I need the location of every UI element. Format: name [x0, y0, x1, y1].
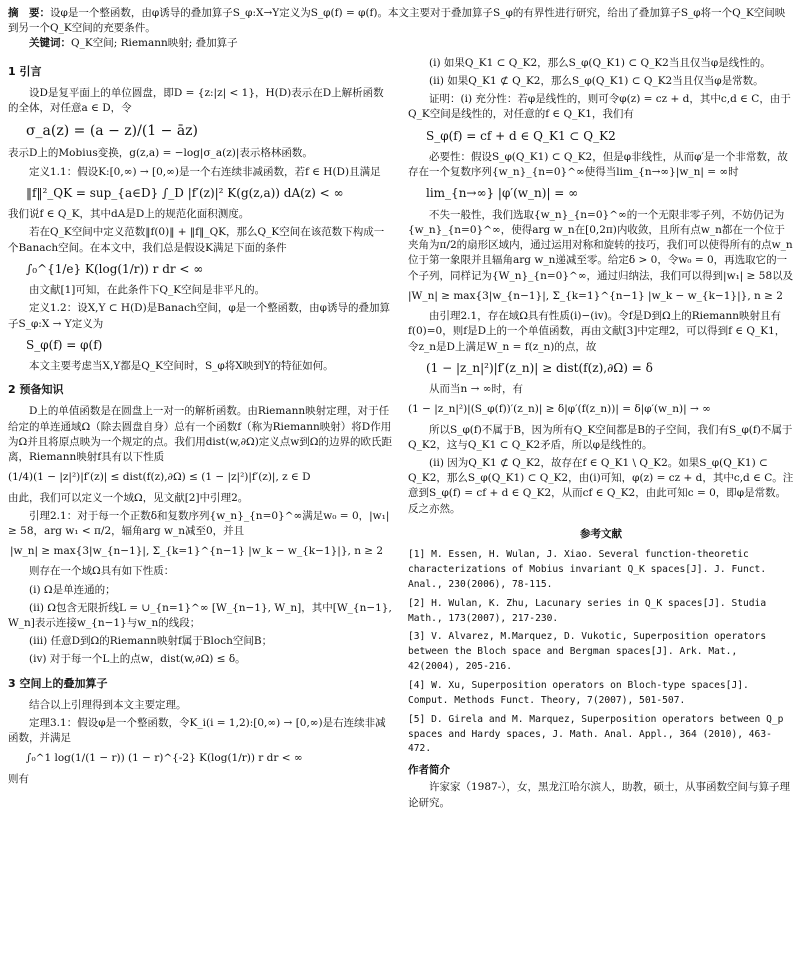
paragraph: 则存在一个域Ω具有如下性质： — [29, 565, 175, 578]
proof-paragraph: 由引理2.1，存在域Ω具有性质(i)−(iv)。令f是D到Ω上的Riemann映射且有f(0)=0，则f是D上的一个单值函数，再由文献[3]中定理2，可以得到f ∈ Q_K1，令z_n是D上满足W_n = f(z_n)的点，故 — [408, 310, 786, 353]
theorem-case: (ii) 如果Q_K1 ⊄ Q_K2，那么S_φ(Q_K1) ⊂ Q_K2当且仅当φ是常数。 — [429, 74, 764, 87]
author-bio-title: 作者简介 — [408, 764, 450, 777]
abstract-block — [8, 6, 794, 52]
reference-item: [4] W. Xu, Superposition operators on Bloch-type spaces[J]. Comput. Methods Funct. Theory, 7(2007), 501-507. — [408, 679, 749, 706]
equation: |W_n| ≥ max{3|w_{n−1}|, Σ_{k=1}^{n−1} |w_k − w_{k−1}|}, n ≥ 2 — [408, 289, 783, 302]
paragraph: D上的单值函数是在圆盘上一对一的解析函数。由Riemann映射定理，对于任给定的单连通域Ω（除去圆盘自身）总有一个函数f（称为Riemann映射）将D作用为Ω并且将原点映为一个规定的点。我们用dist(w,∂Ω)定义点w到Ω的边界的欧氏距离，Riemann映射f具有以下性质 — [8, 405, 392, 464]
equation: (1/4)(1 − |z|²)|f′(z)| ≤ dist(f(z),∂Ω) ≤ (1 − |z|²)|f′(z)|, z ∈ D — [8, 471, 311, 484]
reference-item: [3] V. Alvarez, M.Marquez, D. Vukotic, Superposition operators between the Bloch space and Bergman spaces[J]. Ark. Mat., 42(2004), 205-216. — [408, 631, 767, 673]
keywords-text: Q_K空间; Riemann映射; 叠加算子 — [71, 37, 238, 50]
section-2-title: 2 预备知识 — [8, 383, 64, 397]
right-column — [408, 56, 794, 814]
paragraph: 本文主要考虑当X,Y都是Q_K空间时，S_φ将X映到Y的特征如何。 — [29, 360, 334, 373]
proof-paragraph: 必要性：假设S_φ(Q_K1) ⊂ Q_K2，但是φ非线性，从而φ′是一个非常数，故存在一个复数序列{w_n}_{n=0}^∞使得当lim_{n→∞}|w_n| = ∞时 — [408, 150, 788, 179]
property-item: (iii) 任意D到Ω的Riemann映射f属于Bloch空间B； — [29, 635, 273, 648]
equation: ∫₀^{1/e} K(log(1/r)) r dr < ∞ — [26, 261, 204, 276]
paragraph: 由此，我们可以定义一个域Ω，见文献[2]中引理2。 — [8, 491, 249, 504]
proof-paragraph: 从而当n → ∞时，有 — [429, 383, 523, 396]
proof-paragraph: 所以S_φ(f)不属于B，因为所有Q_K空间都是B的子空间，我们有S_φ(f)不属于Q_K2，这与Q_K1 ⊂ Q_K2矛盾，所以φ是线性的。 — [408, 423, 793, 451]
paragraph: 表示D上的Mobius变换，g(z,a) = −log|σ_a(z)|表示格林函数。 — [8, 147, 313, 160]
proof-paragraph: 不失一般性，我们选取{w_n}_{n=0}^∞的一个无限非零子列，不妨仍记为{w_n}_{n=0}^∞，使得arg w_n在[0,2π)内收敛，且所有点w_n都在一个位于夹角为π/2的扇形区域内，通过运用对称和旋转的技巧，我们可以使得所有的点w_n位于第一象限并且辐角arg w_n递减至零。给定δ > 0，令w₀ = 0，再选取它的一个子列，同样记为{W_n}_{n=0}^∞，通过归纳法，我们可以得到|w₁| ≥ 58以及 — [408, 208, 794, 282]
property-item: (i) Ω是单连通的； — [29, 583, 116, 596]
equation: S_φ(f) = φ(f) — [26, 337, 103, 352]
equation: (1 − |z_n|²)|f′(z_n)| ≥ dist(f(z),∂Ω) = δ — [426, 360, 653, 375]
equation: (1 − |z_n|²)|(S_φ(f))′(z_n)| ≥ δ|φ′(f(z_n))| = δ|φ′(w_n)| → ∞ — [408, 403, 711, 416]
equation: S_φ(f) = cf + d ∈ Q_K1 ⊂ Q_K2 — [426, 128, 616, 143]
abstract-text: 设φ是一个整函数，由φ诱导的叠加算子S_φ:X→Y定义为S_φ(f) = φ(f)。本文主要对于叠加算子S_φ的有界性进行研究，给出了叠加算子S_φ将一个Q_K空间映到另一个Q_K空间的充要条件。 — [8, 7, 786, 35]
paragraph: 我们说f ∈ Q_K，其中dA是D上的规范化面积测度。 — [8, 208, 250, 221]
paragraph: 若在Q_K空间中定义范数‖f(0)‖ + ‖f‖_QK，那么Q_K空间在该范数下构成一个Banach空间。在本文中，我们总是假设K满足下面的条件 — [8, 226, 385, 254]
definition-1-1: 定义1.1：假设K:[0,∞) → [0,∞)是一个右连续非减函数，若f ∈ H(D)且满足 — [29, 165, 381, 178]
lemma-2-1: 引理2.1：对于每一个正数δ和复数序列{w_n}_{n=0}^∞满足w₀ = 0，|w₁| ≥ 58，arg w₁ < π/2，辐角arg w_n减至0，并且 — [8, 509, 390, 537]
abstract-label: 摘 要： — [8, 7, 50, 19]
equation: σ_a(z) = (a − z)/(1 − āz) — [26, 123, 199, 140]
two-column-body — [8, 56, 794, 814]
abstract — [8, 6, 794, 36]
reference-item: [5] D. Girela and M. Marquez, Superposition operators between Q_p spaces and Hardy spaces, J. Math. Anal. Appl., 364 (2010), 463-472. — [408, 713, 784, 755]
equation: lim_{n→∞} |φ′(w_n)| = ∞ — [426, 186, 579, 201]
references-title: 参考文献 — [580, 527, 622, 540]
reference-item: [1] M. Essen, H. Wulan, J. Xiao. Several function-theoretic characterizations of Mobius invariant Q_K spaces[J]. J. Funct. Anal., 230(2006), 78-115. — [408, 549, 767, 590]
equation: ‖f‖²_QK = sup_{a∈D} ∫_D |f′(z)|² K(g(z,a)) dA(z) < ∞ — [26, 185, 344, 200]
keywords-label: 关键词： — [29, 37, 71, 50]
theorem-3-1: 定理3.1：假设φ是一个整函数，令K_i(i = 1,2):[0,∞) → [0,∞)是右连续非减函数，并满足 — [8, 716, 386, 745]
property-item: (ii) Ω包含无限折线L = ∪_{n=1}^∞ [W_{n−1}, W_n]，其中[W_{n−1}, W_n]表示连接w_{n−1}与w_n的线段； — [8, 601, 392, 630]
paragraph: 结合以上引理得到本文主要定理。 — [29, 698, 187, 711]
equation: ∫₀^1 log(1/(1 − r)) (1 − r)^{-2} K(log(1/r)) r dr < ∞ — [26, 752, 303, 765]
definition-1-2: 定义1.2：设X,Y ⊂ H(D)是Banach空间，φ是一个整函数，由φ诱导的叠加算子S_φ:X → Y定义为 — [8, 302, 391, 330]
keywords — [8, 36, 794, 51]
proof-paragraph: 证明：(i) 充分性：若φ是线性的，则可令φ(z) = cz + d，其中c,d ∈ C，由于Q_K空间是线性的，对任意的f ∈ Q_K1，我们有 — [408, 93, 791, 121]
theorem-case: (i) 如果Q_K1 ⊂ Q_K2，那么S_φ(Q_K1) ⊂ Q_K2当且仅当φ是线性的。 — [429, 56, 771, 69]
paragraph: 设D是复平面上的单位圆盘，即D = {z:|z| < 1}，H(D)表示在D上解析函数的全体，对任意a ∈ D，令 — [8, 86, 384, 114]
author-bio: 许家家（1987-），女，黑龙江哈尔滨人，助教，硕士，从事函数空间与算子理论研究。 — [408, 781, 791, 809]
paragraph: 则有 — [8, 772, 29, 785]
equation: |w_n| ≥ max{3|w_{n−1}|, Σ_{k=1}^{n−1} |w_k − w_{k−1}|}, n ≥ 2 — [10, 545, 384, 558]
left-column — [8, 56, 394, 814]
reference-item: [2] H. Wulan, K. Zhu, Lacunary series in Q_K spaces[J]. Studia Math., 173(2007), 217-230. — [408, 597, 767, 624]
section-1-title: 1 引言 — [8, 64, 42, 78]
property-item: (iv) 对于每一个L上的点w，dist(w,∂Ω) ≤ δ。 — [29, 653, 246, 666]
section-3-title: 3 空间上的叠加算子 — [8, 676, 108, 690]
paragraph: 由文献[1]可知，在此条件下Q_K空间是非平凡的。 — [29, 284, 266, 297]
proof-paragraph: (ii) 因为Q_K1 ⊄ Q_K2，故存在f ∈ Q_K1 \ Q_K2。如果S_φ(Q_K1) ⊂ Q_K2，那么S_φ(Q_K1) ⊂ Q_K2，由(i)可知，φ(z) = cz + d，其中c,d ∈ C。注意到S_φ(f) = cf + d ∈ Q_K2，从而cf ∈ Q_K2，由此可知c = 0，即φ是常数。反之亦然。 — [408, 456, 794, 515]
